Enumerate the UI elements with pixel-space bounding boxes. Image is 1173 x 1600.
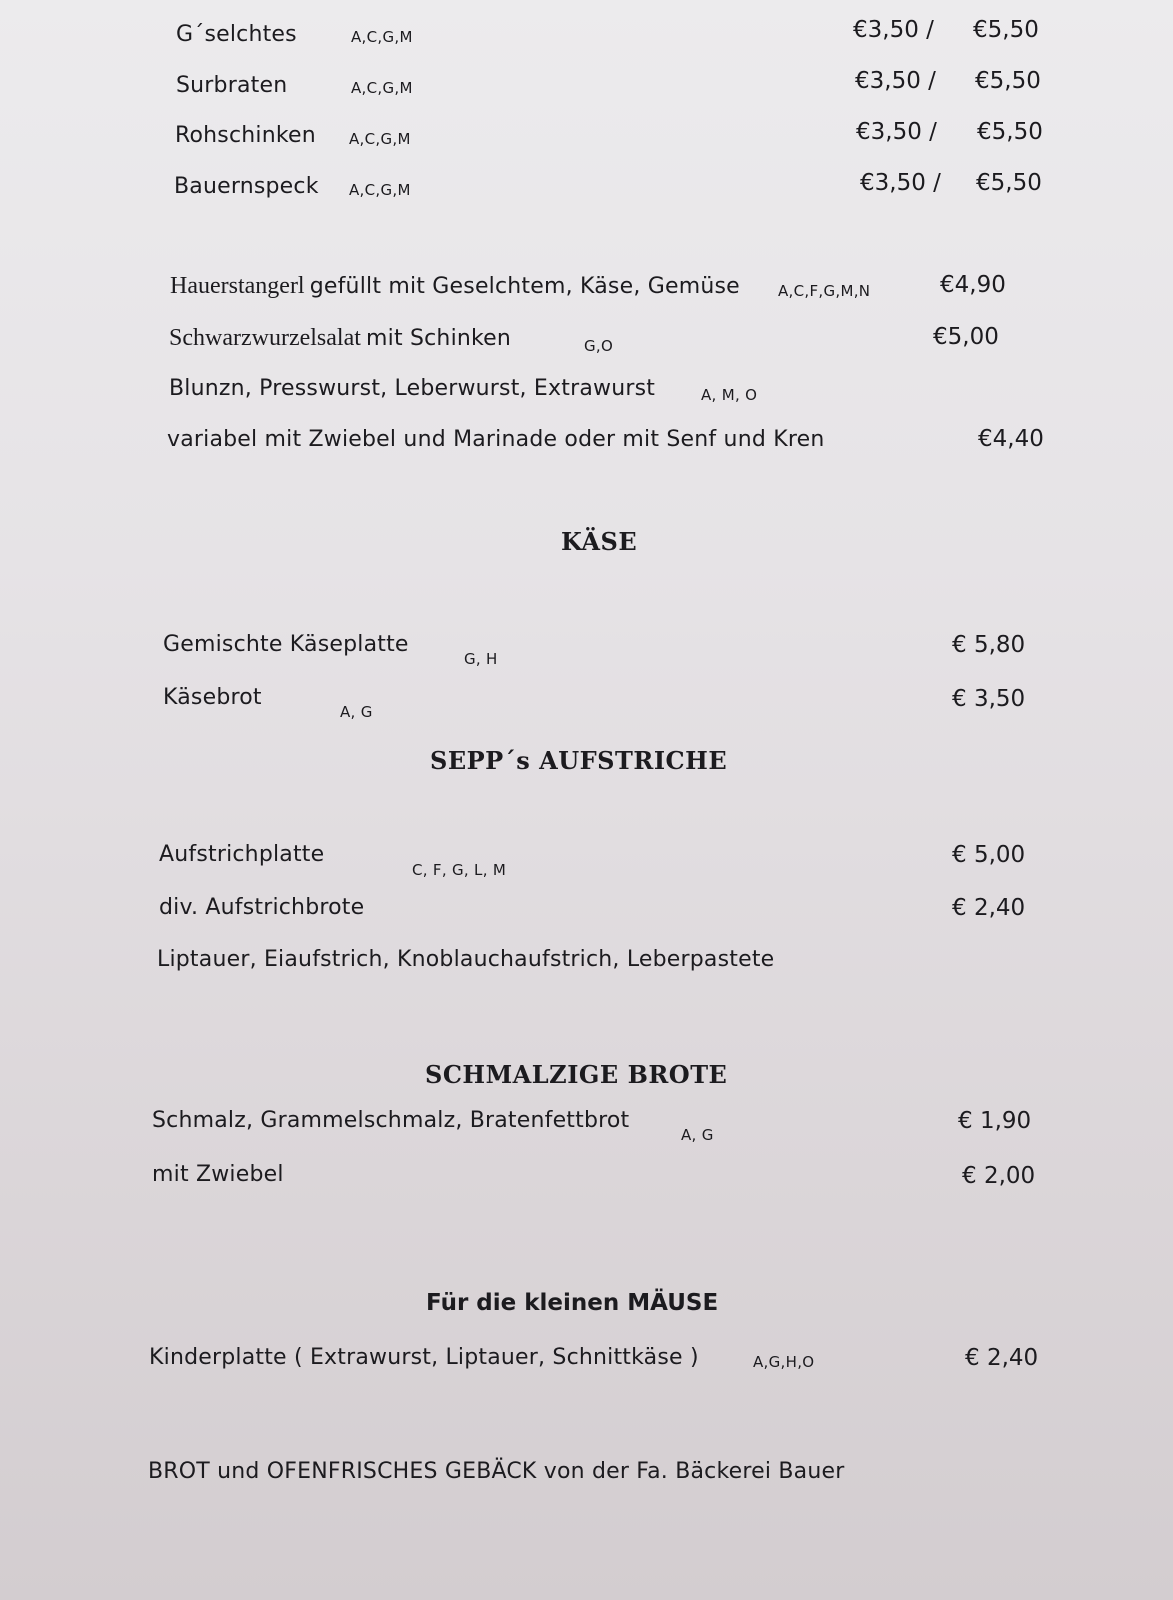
section-heading-kinder: Für die kleinen MÄUSE [426, 1290, 719, 1316]
allergen-codes: A,G,H,O [753, 1353, 815, 1371]
section-heading-schmalz: SCHMALZIGE BROTE [425, 1060, 728, 1089]
price-large: €5,50 [976, 170, 1042, 196]
price-large: €5,50 [975, 68, 1041, 94]
allergen-codes: A,C,F,G,M,N [778, 282, 871, 300]
menu-item-name: Kinderplatte ( Extrawurst, Liptauer, Schnittkäse ) [149, 1345, 699, 1370]
menu-item-name: Hauerstangerl gefüllt mit Geselchtem, Käse, Gemüse [170, 273, 740, 299]
price: €5,00 [933, 324, 999, 350]
price-large: €5,50 [973, 17, 1039, 43]
menu-item-name: Käsebrot [163, 685, 262, 710]
menu-item-name: Surbraten [176, 73, 288, 98]
allergen-codes: A, G [340, 703, 373, 721]
price: € 2,40 [965, 1345, 1039, 1371]
price: € 5,00 [952, 842, 1026, 868]
price: €4,40 [978, 426, 1044, 452]
price-small: €3,50 / [856, 119, 937, 145]
price-small: €3,50 / [853, 17, 934, 43]
price: € 2,00 [962, 1163, 1036, 1189]
menu-item-name: Aufstrichplatte [159, 842, 325, 867]
price-small: €3,50 / [855, 68, 936, 94]
bakery-note: BROT und OFENFRISCHES GEBÄCK von der Fa. Bäckerei Bauer [148, 1459, 845, 1484]
menu-item-name: Schwarzwurzelsalat mit Schinken [169, 325, 512, 351]
allergen-codes: G, H [464, 650, 498, 668]
allergen-codes: A,C,G,M [351, 79, 413, 97]
menu-item-name: Schmalz, Grammelschmalz, Bratenfettbrot [152, 1108, 630, 1133]
price-large: €5,50 [977, 119, 1043, 145]
menu-item-name: Gemischte Käseplatte [163, 632, 409, 657]
section-heading-kaese: KÄSE [561, 527, 638, 556]
allergen-codes: A, M, O [701, 386, 758, 404]
menu-item-name: Rohschinken [175, 123, 316, 148]
menu-item-name: G´selchtes [176, 22, 297, 47]
price: € 3,50 [952, 686, 1026, 712]
allergen-codes: G,O [584, 337, 614, 355]
menu-item-name: variabel mit Zwiebel und Marinade oder mit Senf und Kren [167, 427, 825, 452]
price-small: €3,50 / [860, 170, 941, 196]
price: € 5,80 [952, 632, 1026, 658]
price: €4,90 [940, 272, 1006, 298]
price: € 2,40 [952, 895, 1026, 921]
menu-item-name: mit Zwiebel [152, 1162, 284, 1187]
menu-item-name: Blunzn, Presswurst, Leberwurst, Extrawurst [169, 376, 656, 401]
price: € 1,90 [958, 1108, 1032, 1134]
allergen-codes: A,C,G,M [349, 181, 411, 199]
allergen-codes: A, G [681, 1126, 714, 1144]
section-heading-aufstriche: SEPP´s AUFSTRICHE [430, 746, 728, 775]
allergen-codes: C, F, G, L, M [412, 861, 507, 879]
menu-item-name: Bauernspeck [174, 174, 319, 199]
menu-item-name: div. Aufstrichbrote [159, 895, 365, 920]
allergen-codes: A,C,G,M [351, 28, 413, 46]
allergen-codes: A,C,G,M [349, 130, 411, 148]
aufstrich-varieties: Liptauer, Eiaufstrich, Knoblauchaufstrich, Leberpastete [157, 947, 775, 972]
